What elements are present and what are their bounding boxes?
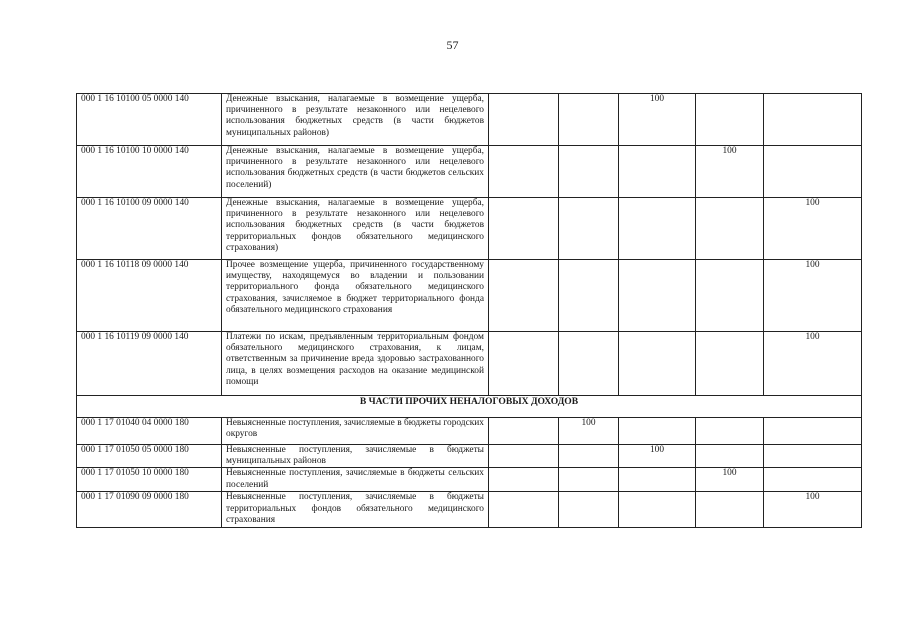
percent-cell — [489, 260, 559, 332]
percent-cell — [696, 418, 764, 445]
description-cell: Денежные взыскания, налагаемые в возмещение ущерба, причиненного в результате незаконного или нецелевого использования бюджетных средств (в части бюджетов сельских поселений) — [222, 146, 489, 198]
percent-cell — [559, 198, 619, 260]
table-row — [77, 198, 862, 260]
section-title: В ЧАСТИ ПРОЧИХ НЕНАЛОГОВЫХ ДОХОДОВ — [77, 396, 862, 418]
percent-cell: 100 — [619, 445, 696, 468]
percent-cell — [489, 418, 559, 445]
percent-cell — [696, 492, 764, 528]
percent-cell — [559, 468, 619, 492]
percent-cell — [619, 492, 696, 528]
description-cell: Денежные взыскания, налагаемые в возмещение ущерба, причиненного в результате незаконного или нецелевого использования бюджетных средств (в части бюджетов муниципальных районов) — [222, 94, 489, 146]
table-row — [77, 94, 862, 146]
percent-cell: 100 — [764, 260, 862, 332]
percent-cell: 100 — [764, 198, 862, 260]
table-row — [77, 468, 862, 492]
percent-cell — [489, 146, 559, 198]
percent-cell — [764, 445, 862, 468]
description-cell: Невыясненные поступления, зачисляемые в бюджеты муниципальных районов — [222, 445, 489, 468]
percent-cell — [619, 260, 696, 332]
percent-cell — [619, 332, 696, 396]
budget-code-cell: 000 1 16 10100 09 0000 140 — [77, 198, 222, 260]
budget-code-cell: 000 1 16 10100 10 0000 140 — [77, 146, 222, 198]
description-cell: Прочее возмещение ущерба, причиненного государственному имуществу, находящемуся во владении и пользовании территориального фонда обязательного медицинского страхования, зачисляемое в бюджет территориального фонда обязательного медицинского страхования — [222, 260, 489, 332]
percent-cell — [619, 468, 696, 492]
percent-cell — [696, 332, 764, 396]
description-cell: Невыясненные поступления, зачисляемые в бюджеты сельских поселений — [222, 468, 489, 492]
budget-code-cell: 000 1 17 01090 09 0000 180 — [77, 492, 222, 528]
table-row — [77, 492, 862, 528]
percent-cell — [764, 94, 862, 146]
percent-cell — [764, 418, 862, 445]
percent-cell — [696, 198, 764, 260]
percent-cell — [696, 260, 764, 332]
budget-code-cell: 000 1 16 10118 09 0000 140 — [77, 260, 222, 332]
description-cell: Платежи по искам, предъявленным территориальным фондом обязательного медицинского страхования, к лицам, ответственным за причинение вреда здоровью застрахованного лица, в целях возмещения расходов на оказание медицинской помощи — [222, 332, 489, 396]
percent-cell — [489, 445, 559, 468]
percent-cell — [489, 332, 559, 396]
description-cell: Невыясненные поступления, зачисляемые в бюджеты территориальных фондов обязательного медицинского страхования — [222, 492, 489, 528]
percent-cell — [764, 146, 862, 198]
percent-cell — [559, 445, 619, 468]
table-row — [77, 418, 862, 445]
table-row — [77, 146, 862, 198]
percent-cell — [489, 492, 559, 528]
table-body — [77, 94, 862, 528]
percent-cell: 100 — [619, 94, 696, 146]
percent-cell — [696, 445, 764, 468]
revenue-allocation-table — [76, 93, 862, 528]
budget-code-cell: 000 1 17 01050 10 0000 180 — [77, 468, 222, 492]
description-cell: Денежные взыскания, налагаемые в возмещение ущерба, причиненного в результате незаконного или нецелевого использования бюджетных средств (в части бюджетов территориальных фондов обязательного медицинского страхования) — [222, 198, 489, 260]
percent-cell — [489, 468, 559, 492]
budget-code-cell: 000 1 16 10119 09 0000 140 — [77, 332, 222, 396]
percent-cell — [559, 146, 619, 198]
percent-cell: 100 — [559, 418, 619, 445]
percent-cell — [764, 468, 862, 492]
percent-cell — [559, 260, 619, 332]
percent-cell — [619, 146, 696, 198]
percent-cell — [696, 94, 764, 146]
percent-cell — [489, 94, 559, 146]
percent-cell — [559, 332, 619, 396]
percent-cell: 100 — [764, 492, 862, 528]
percent-cell — [559, 94, 619, 146]
budget-code-cell: 000 1 17 01050 05 0000 180 — [77, 445, 222, 468]
budget-code-cell: 000 1 16 10100 05 0000 140 — [77, 94, 222, 146]
percent-cell: 100 — [696, 468, 764, 492]
percent-cell: 100 — [696, 146, 764, 198]
percent-cell — [619, 198, 696, 260]
page-number: 57 — [446, 38, 459, 52]
section-row — [77, 396, 862, 418]
percent-cell — [489, 198, 559, 260]
table-row — [77, 445, 862, 468]
budget-code-cell: 000 1 17 01040 04 0000 180 — [77, 418, 222, 445]
description-cell: Невыясненные поступления, зачисляемые в бюджеты городских округов — [222, 418, 489, 445]
table-row — [77, 260, 862, 332]
percent-cell: 100 — [764, 332, 862, 396]
percent-cell — [559, 492, 619, 528]
table-row — [77, 332, 862, 396]
percent-cell — [619, 418, 696, 445]
